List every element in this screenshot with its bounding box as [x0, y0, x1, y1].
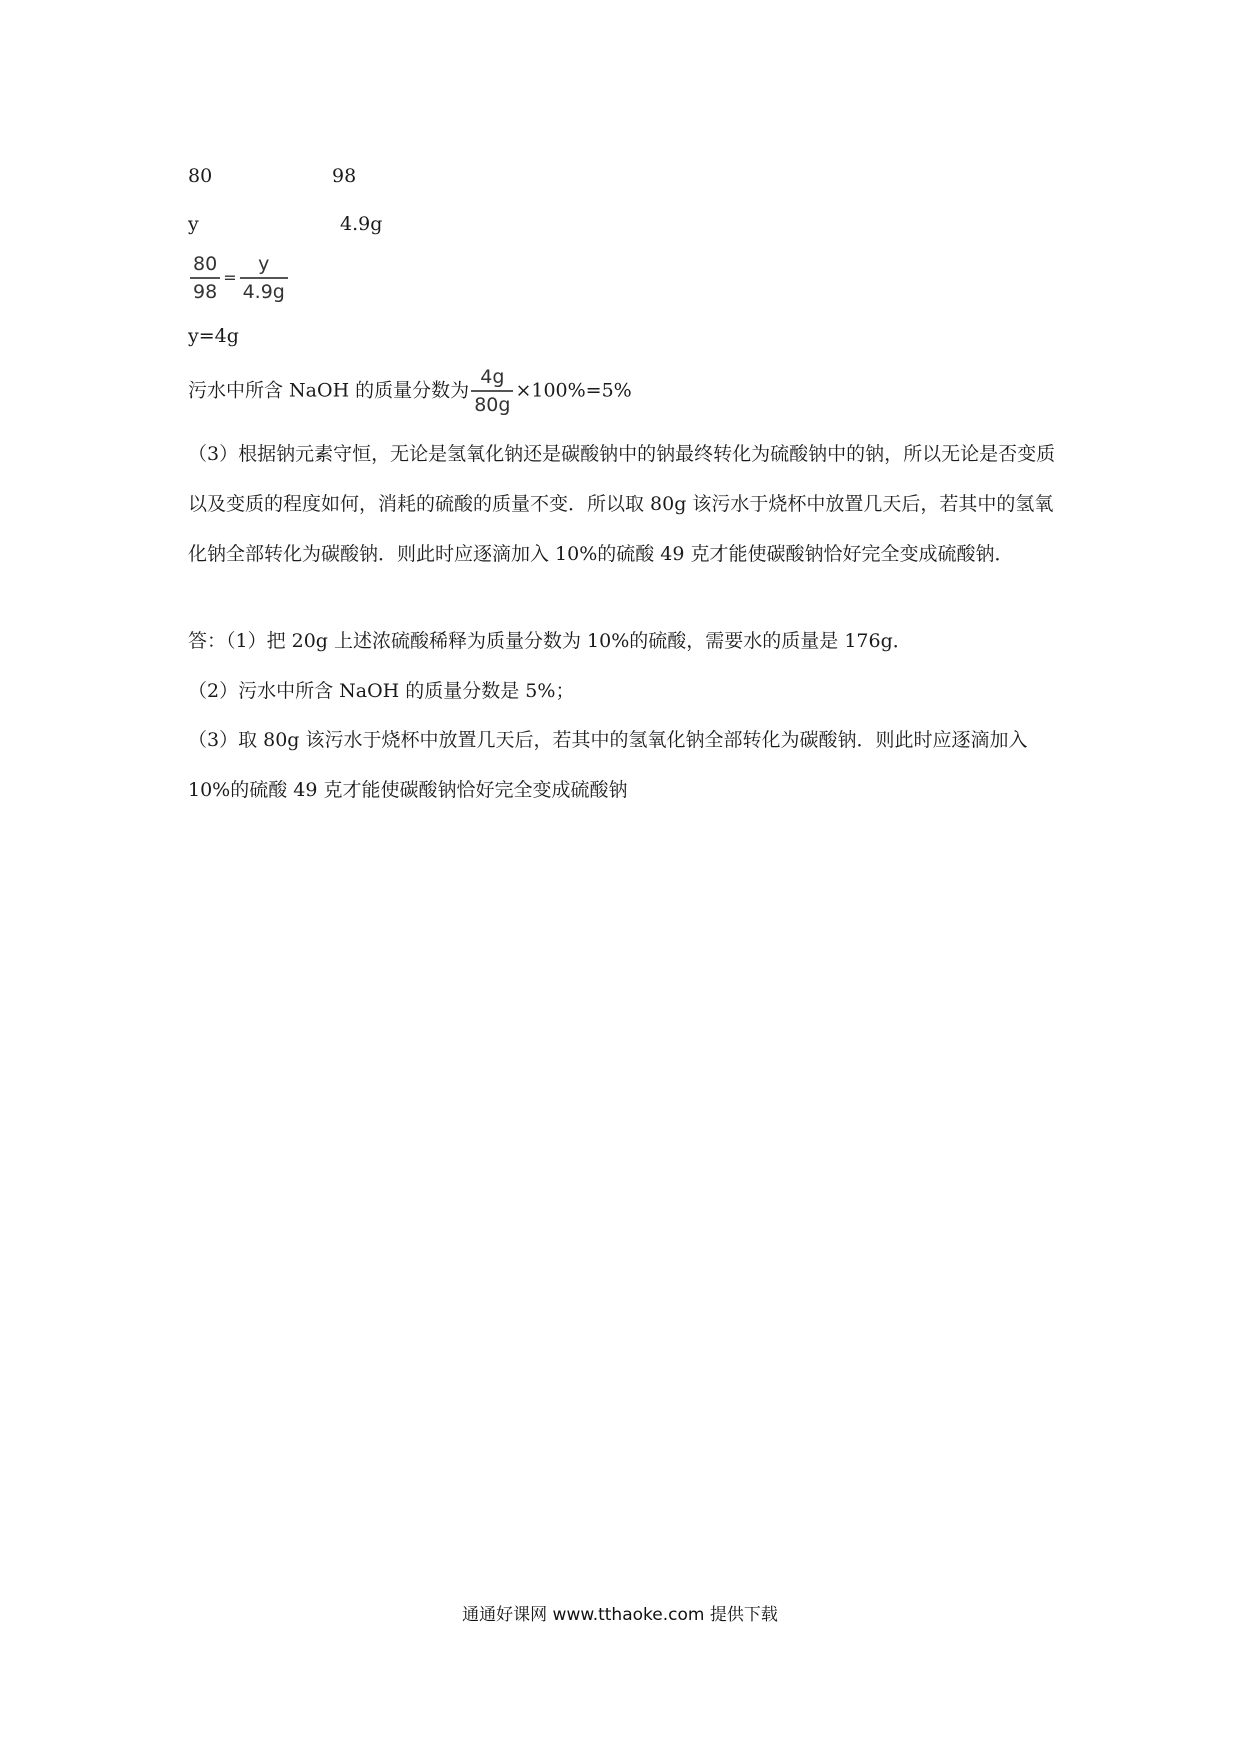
answer-3: （3）取 80g 该污水于烧杯中放置几天后，若其中的氢氧化钠全部转化为碳酸钠．则此时应逐滴加入 10%的硫酸 49 克才能使碳酸钠恰好完全变成硫酸钠 — [188, 729, 1028, 801]
page-footer: 通通好课网 www.tthaoke.com 提供下载 — [462, 1605, 778, 1625]
calc-row2-right: 4.9g — [340, 213, 383, 235]
mass-fraction-denominator: 80g — [474, 394, 511, 416]
mass-fraction-suffix: ×100%=5% — [515, 379, 632, 402]
fraction-right-numerator: y — [240, 252, 288, 279]
mass-fraction-prefix: 污水中所含 NaOH 的质量分数为 — [188, 379, 470, 402]
equals-sign: = — [223, 268, 237, 287]
fraction-right-denominator: 4.9g — [242, 281, 285, 303]
result-line: y=4g — [188, 325, 239, 347]
calc-row2-left: y — [188, 213, 199, 235]
mass-fraction-line — [188, 365, 632, 417]
answer-2: （2）污水中所含 NaOH 的质量分数是 5%； — [188, 680, 575, 702]
answer-1: 答：（1）把 20g 上述浓硫酸稀释为质量分数为 10%的硫酸，需要水的质量是 176g． — [188, 630, 912, 652]
mass-fraction — [471, 365, 513, 417]
calc-row-2 — [188, 213, 383, 235]
calc-row-1 — [188, 165, 357, 187]
fraction-left-numerator: 80 — [190, 252, 220, 279]
mass-fraction-numerator: 4g — [471, 365, 513, 392]
proportion-equation — [188, 252, 290, 304]
calc-row1-left: 80 — [188, 165, 213, 187]
part3-explanation: （3）根据钠元素守恒，无论是氢氧化钠还是碳酸钠中的钠最终转化为硫酸钠中的钠，所以无论是否变质以及变质的程度如何，消耗的硫酸的质量不变．所以取 80g 该污水于烧杯中放置几天后，若其中的氢氧化钠全部转化为碳酸钠．则此时应逐滴加入 10%的硫酸 49 克才能使碳酸钠恰好完全变成硫酸钠． — [188, 443, 1056, 565]
fraction-left — [190, 252, 220, 304]
fraction-right — [240, 252, 288, 304]
fraction-left-denominator: 98 — [193, 281, 218, 303]
calc-row1-right: 98 — [332, 165, 357, 187]
